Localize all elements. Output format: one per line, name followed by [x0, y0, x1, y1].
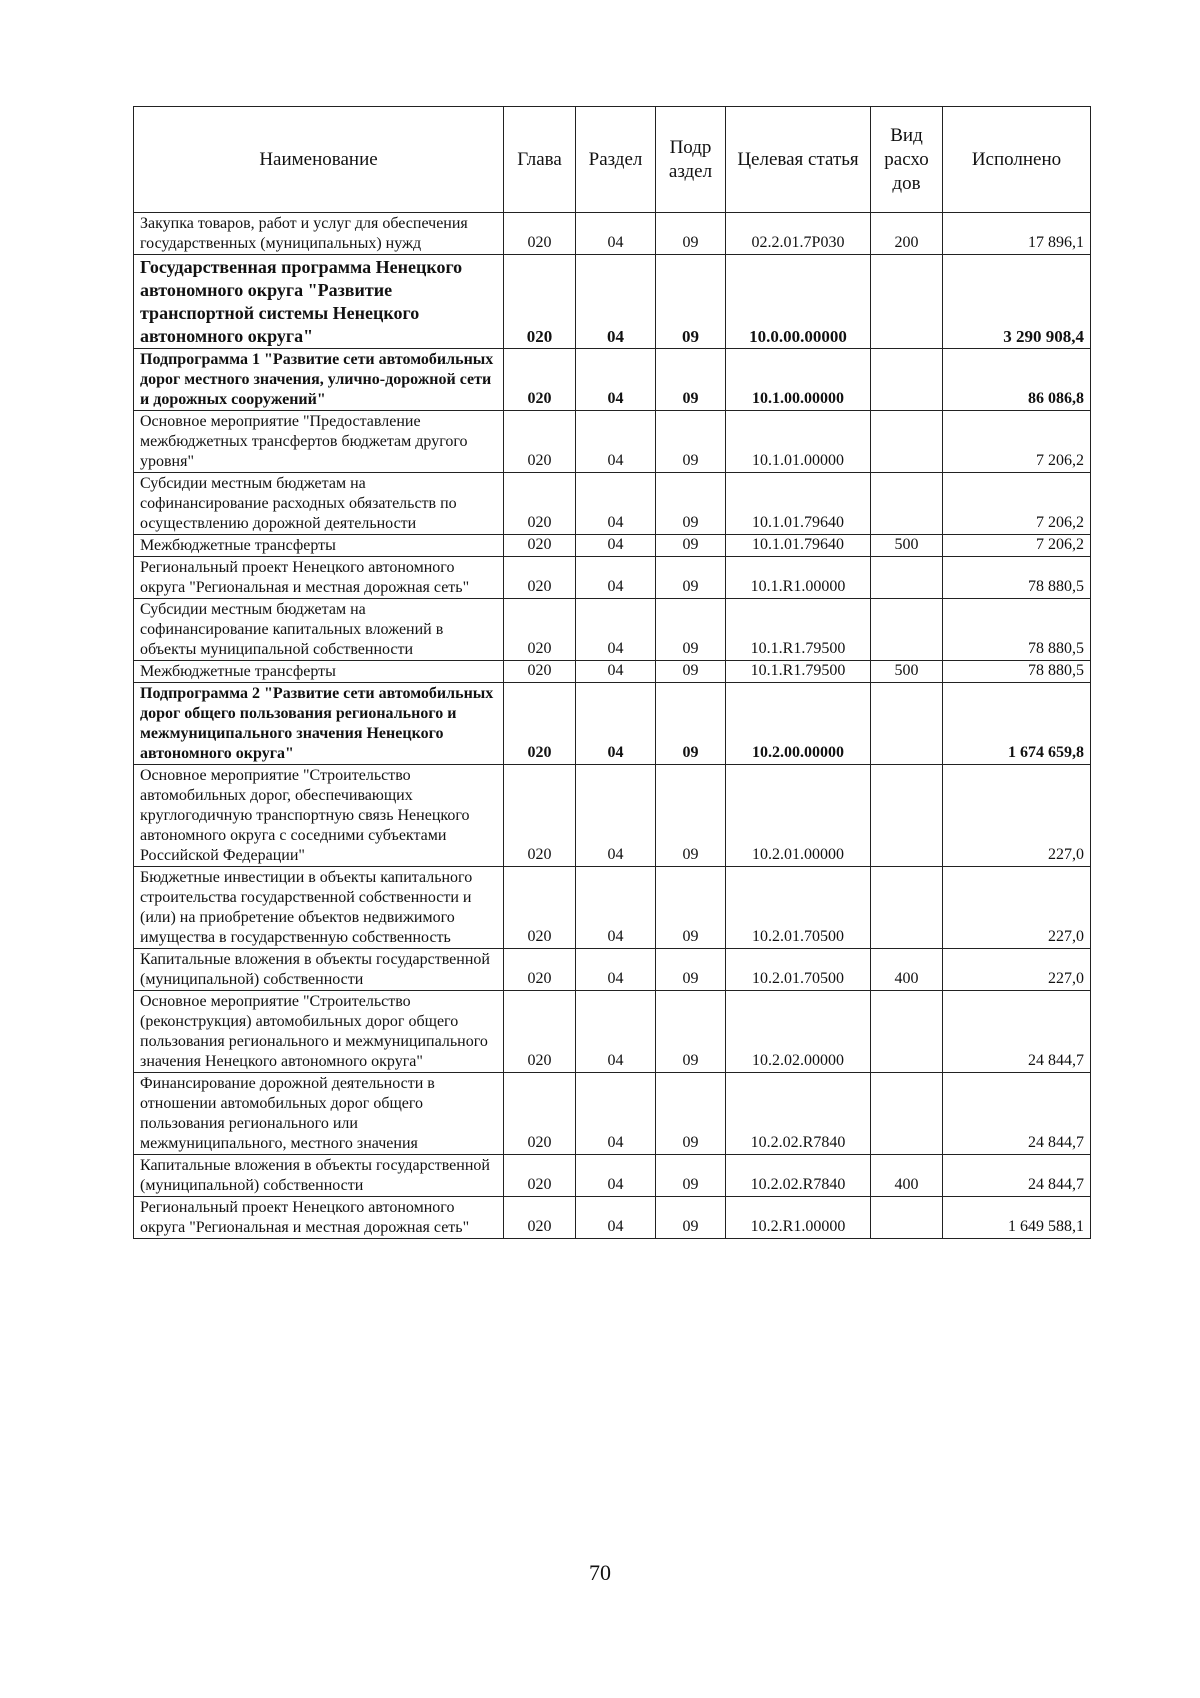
cell-name: Региональный проект Ненецкого автономного округа "Региональная и местная дорожная сеть": [134, 1197, 504, 1239]
cell-section: 04: [576, 1073, 656, 1155]
cell-name: Межбюджетные трансферты: [134, 535, 504, 557]
cell-section: 04: [576, 765, 656, 867]
header-name: Наименование: [134, 107, 504, 213]
cell-chapter: 020: [504, 765, 576, 867]
cell-target: 10.0.00.00000: [726, 255, 871, 349]
table-row: [134, 1155, 1091, 1197]
cell-name: Закупка товаров, работ и услуг для обеспечения государственных (муниципальных) нужд: [134, 213, 504, 255]
table-row: [134, 949, 1091, 991]
header-section: Раздел: [576, 107, 656, 213]
cell-type: [871, 473, 943, 535]
header-chapter: Глава: [504, 107, 576, 213]
cell-chapter: 020: [504, 557, 576, 599]
cell-executed: 78 880,5: [943, 557, 1091, 599]
table-body: [134, 213, 1091, 1239]
cell-target: 10.1.00.00000: [726, 349, 871, 411]
cell-section: 04: [576, 991, 656, 1073]
cell-subsection: 09: [656, 991, 726, 1073]
cell-type: 200: [871, 213, 943, 255]
cell-chapter: 020: [504, 473, 576, 535]
cell-target: 10.2.01.70500: [726, 867, 871, 949]
cell-section: 04: [576, 867, 656, 949]
cell-name: Подпрограмма 2 "Развитие сети автомобильных дорог общего пользования регионального и межмуниципального значения Ненецкого автономного округа": [134, 683, 504, 765]
table-row: [134, 411, 1091, 473]
cell-type: [871, 1073, 943, 1155]
cell-chapter: 020: [504, 867, 576, 949]
cell-subsection: 09: [656, 867, 726, 949]
cell-type: [871, 349, 943, 411]
table-row: [134, 255, 1091, 349]
cell-executed: 7 206,2: [943, 535, 1091, 557]
cell-chapter: 020: [504, 1073, 576, 1155]
cell-subsection: 09: [656, 683, 726, 765]
cell-executed: 7 206,2: [943, 473, 1091, 535]
cell-subsection: 09: [656, 255, 726, 349]
cell-type: [871, 1197, 943, 1239]
cell-name: Межбюджетные трансферты: [134, 661, 504, 683]
cell-section: 04: [576, 411, 656, 473]
cell-subsection: 09: [656, 535, 726, 557]
cell-section: 04: [576, 535, 656, 557]
table-row: [134, 867, 1091, 949]
cell-target: 10.2.02.R7840: [726, 1155, 871, 1197]
cell-target: 10.2.01.00000: [726, 765, 871, 867]
cell-name: Субсидии местным бюджетам на софинансирование капитальных вложений в объекты муниципальной собственности: [134, 599, 504, 661]
cell-subsection: 09: [656, 411, 726, 473]
cell-type: [871, 255, 943, 349]
cell-name: Основное мероприятие "Строительство автомобильных дорог, обеспечивающих круглогодичную транспортную связь Ненецкого автономного округа с соседними субъектами Российской Федерации": [134, 765, 504, 867]
cell-section: 04: [576, 473, 656, 535]
cell-name: Субсидии местным бюджетам на софинансирование расходных обязательств по осуществлению дорожной деятельности: [134, 473, 504, 535]
cell-target: 10.2.01.70500: [726, 949, 871, 991]
table-row: [134, 661, 1091, 683]
cell-section: 04: [576, 661, 656, 683]
cell-name: Капитальные вложения в объекты государственной (муниципальной) собственности: [134, 1155, 504, 1197]
cell-type: [871, 991, 943, 1073]
table-row: [134, 213, 1091, 255]
cell-target: 10.1.01.79640: [726, 473, 871, 535]
table-row: [134, 1197, 1091, 1239]
cell-executed: 24 844,7: [943, 1155, 1091, 1197]
table-row: [134, 599, 1091, 661]
table-row: [134, 991, 1091, 1073]
cell-executed: 24 844,7: [943, 991, 1091, 1073]
cell-section: 04: [576, 1155, 656, 1197]
cell-chapter: 020: [504, 349, 576, 411]
table-row: [134, 349, 1091, 411]
cell-subsection: 09: [656, 473, 726, 535]
cell-type: 400: [871, 1155, 943, 1197]
table-row: [134, 765, 1091, 867]
cell-name: Основное мероприятие "Строительство (реконструкция) автомобильных дорог общего пользования регионального и межмуниципального значения Ненецкого автономного округа": [134, 991, 504, 1073]
cell-section: 04: [576, 255, 656, 349]
cell-target: 10.1.01.00000: [726, 411, 871, 473]
page-number: 70: [589, 1560, 611, 1585]
cell-name: Подпрограмма 1 "Развитие сети автомобильных дорог местного значения, улично-дорожной сети и дорожных сооружений": [134, 349, 504, 411]
cell-target: 10.1.R1.79500: [726, 599, 871, 661]
cell-type: [871, 557, 943, 599]
cell-subsection: 09: [656, 1073, 726, 1155]
header-subsection: Подр аздел: [656, 107, 726, 213]
cell-chapter: 020: [504, 255, 576, 349]
cell-subsection: 09: [656, 1197, 726, 1239]
cell-type: 500: [871, 661, 943, 683]
cell-executed: 86 086,8: [943, 349, 1091, 411]
cell-target: 10.1.01.79640: [726, 535, 871, 557]
cell-subsection: 09: [656, 765, 726, 867]
budget-table: [133, 106, 1091, 1239]
cell-section: 04: [576, 1197, 656, 1239]
cell-type: [871, 765, 943, 867]
cell-executed: 227,0: [943, 867, 1091, 949]
cell-type: 500: [871, 535, 943, 557]
table-row: [134, 683, 1091, 765]
cell-chapter: 020: [504, 599, 576, 661]
cell-executed: 1 674 659,8: [943, 683, 1091, 765]
table-row: [134, 473, 1091, 535]
cell-type: [871, 683, 943, 765]
cell-type: [871, 599, 943, 661]
table-header-row: [134, 107, 1091, 213]
cell-chapter: 020: [504, 661, 576, 683]
cell-section: 04: [576, 683, 656, 765]
table-row: [134, 535, 1091, 557]
cell-chapter: 020: [504, 411, 576, 473]
cell-name: Государственная программа Ненецкого автономного округа "Развитие транспортной системы Ненецкого автономного округа": [134, 255, 504, 349]
header-executed: Исполнено: [943, 107, 1091, 213]
cell-name: Региональный проект Ненецкого автономного округа "Региональная и местная дорожная сеть": [134, 557, 504, 599]
cell-chapter: 020: [504, 949, 576, 991]
cell-executed: 78 880,5: [943, 599, 1091, 661]
cell-chapter: 020: [504, 683, 576, 765]
cell-section: 04: [576, 213, 656, 255]
cell-type: [871, 867, 943, 949]
cell-subsection: 09: [656, 213, 726, 255]
cell-executed: 7 206,2: [943, 411, 1091, 473]
cell-subsection: 09: [656, 661, 726, 683]
cell-type: 400: [871, 949, 943, 991]
cell-target: 10.2.00.00000: [726, 683, 871, 765]
cell-name: Бюджетные инвестиции в объекты капитального строительства государственной собственности и (или) на приобретение объектов недвижимого имущества в государственную собственность: [134, 867, 504, 949]
cell-section: 04: [576, 599, 656, 661]
cell-name: Финансирование дорожной деятельности в отношении автомобильных дорог общего пользования регионального или межмуниципального, местного значения: [134, 1073, 504, 1155]
table-row: [134, 1073, 1091, 1155]
cell-executed: 227,0: [943, 765, 1091, 867]
cell-chapter: 020: [504, 535, 576, 557]
cell-executed: 24 844,7: [943, 1073, 1091, 1155]
cell-section: 04: [576, 349, 656, 411]
header-target: Целевая статья: [726, 107, 871, 213]
cell-target: 10.1.R1.00000: [726, 557, 871, 599]
header-type: Вид расхо дов: [871, 107, 943, 213]
cell-subsection: 09: [656, 949, 726, 991]
cell-executed: 227,0: [943, 949, 1091, 991]
cell-name: Основное мероприятие "Предоставление межбюджетных трансфертов бюджетам другого уровня": [134, 411, 504, 473]
cell-type: [871, 411, 943, 473]
cell-chapter: 020: [504, 1197, 576, 1239]
table-row: [134, 557, 1091, 599]
cell-section: 04: [576, 557, 656, 599]
cell-target: 10.1.R1.79500: [726, 661, 871, 683]
cell-executed: 17 896,1: [943, 213, 1091, 255]
cell-subsection: 09: [656, 1155, 726, 1197]
cell-target: 10.2.02.00000: [726, 991, 871, 1073]
cell-target: 10.2.R1.00000: [726, 1197, 871, 1239]
cell-executed: 1 649 588,1: [943, 1197, 1091, 1239]
cell-target: 02.2.01.7Р030: [726, 213, 871, 255]
cell-chapter: 020: [504, 1155, 576, 1197]
cell-section: 04: [576, 949, 656, 991]
cell-name: Капитальные вложения в объекты государственной (муниципальной) собственности: [134, 949, 504, 991]
cell-subsection: 09: [656, 599, 726, 661]
cell-subsection: 09: [656, 557, 726, 599]
cell-target: 10.2.02.R7840: [726, 1073, 871, 1155]
cell-chapter: 020: [504, 213, 576, 255]
cell-subsection: 09: [656, 349, 726, 411]
cell-executed: 3 290 908,4: [943, 255, 1091, 349]
cell-chapter: 020: [504, 991, 576, 1073]
cell-executed: 78 880,5: [943, 661, 1091, 683]
